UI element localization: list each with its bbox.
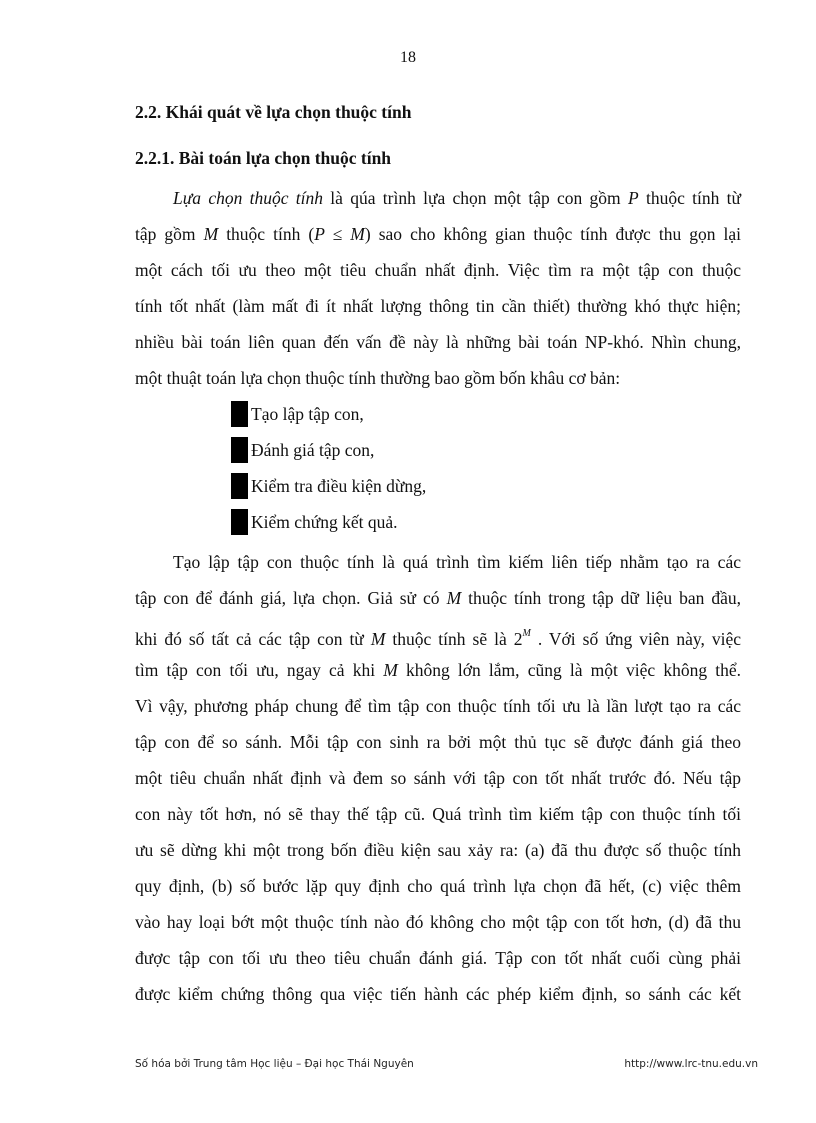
square-bullet-icon	[231, 401, 248, 427]
paragraph-line: được tập con tối ưu theo tiêu chuẩn đánh giá. Tập con tốt nhất cuối cùng phải	[135, 948, 741, 968]
paragraph-line: Lựa chọn thuộc tính là qúa trình lựa chọn một tập con gồm P thuộc tính từ	[173, 188, 741, 208]
page-number: 18	[400, 49, 416, 66]
paragraph-line: ưu sẽ dừng khi một trong bốn điều kiện sau xảy ra: (a) đã thu được số thuộc tính	[135, 840, 741, 860]
square-bullet-icon	[231, 509, 248, 535]
footer-url[interactable]: http://www.lrc-tnu.edu.vn	[624, 1058, 758, 1070]
list-item: Đánh giá tập con,	[231, 432, 426, 468]
paragraph-line: được kiểm chứng thông qua việc tiến hành các phép kiểm định, so sánh các kết	[135, 984, 741, 1004]
square-bullet-icon	[231, 473, 248, 499]
paragraph-line: tập con để so sánh. Mỗi tập con sinh ra bởi một thủ tục sẽ được đánh giá theo	[135, 732, 741, 752]
paragraph-line: một cách tối ưu theo một tiêu chuẩn nhất định. Việc tìm ra một tập con thuộc	[135, 260, 741, 280]
paragraph-subset-generation	[135, 544, 741, 1012]
paragraph-line: Tạo lập tập con thuộc tính là quá trình tìm kiếm liên tiếp nhằm tạo ra các	[173, 552, 741, 572]
paragraph-line: tập con để đánh giá, lựa chọn. Giả sử có M thuộc tính trong tập dữ liệu ban đầu,	[135, 588, 741, 608]
paragraph-line: tính tốt nhất (làm mất đi ít nhất lượng thông tin cần thiết) thường khó thực hiện;	[135, 296, 741, 316]
subsection-heading: 2.2.1. Bài toán lựa chọn thuộc tính	[135, 148, 392, 168]
square-bullet-icon	[231, 437, 248, 463]
paragraph-line: tìm tập con tối ưu, ngay cả khi M không lớn lắm, cũng là một việc không thể.	[135, 660, 741, 680]
list-item: Kiểm chứng kết quả.	[231, 504, 426, 540]
paragraph-line: khi đó số tất cả các tập con từ M thuộc tính sẽ là $2^M$ . Với số ứng viên này, việc	[135, 628, 742, 649]
bullet-list	[231, 396, 426, 540]
paragraph-line: một thuật toán lựa chọn thuộc tính thường bao gồm bốn khâu cơ bản:	[135, 368, 621, 388]
paragraph-line: tập gồm M thuộc tính (P ≤ M) sao cho không gian thuộc tính được thu gọn lại	[135, 224, 742, 244]
paragraph-line: vào hay loại bớt một thuộc tính nào đó không cho một tập con tốt hơn, (d) đã thu	[135, 912, 741, 932]
paragraph-line: nhiều bài toán liên quan đến vấn đề này là những bài toán NP-khó. Nhìn chung,	[135, 332, 741, 352]
list-item: Tạo lập tập con,	[231, 396, 426, 432]
paragraph-intro	[135, 180, 741, 396]
paragraph-line: một tiêu chuẩn nhất định và đem so sánh với tập con tốt nhất trước đó. Nếu tập	[135, 768, 741, 788]
section-heading: 2.2. Khái quát về lựa chọn thuộc tính	[135, 102, 412, 122]
footer-source: Số hóa bởi Trung tâm Học liệu – Đại học Thái Nguyên	[135, 1058, 414, 1070]
paragraph-line: quy định, (b) số bước lặp quy định cho quá trình lựa chọn đã hết, (c) việc thêm	[135, 876, 741, 896]
paragraph-line: Vì vậy, phương pháp chung để tìm tập con thuộc tính tối ưu là lần lượt tạo ra các	[135, 696, 741, 716]
list-item: Kiểm tra điều kiện dừng,	[231, 468, 426, 504]
paragraph-line: con này tốt hơn, nó sẽ thay thế tập cũ. Quá trình tìm kiếm tập con thuộc tính tối	[135, 804, 741, 824]
